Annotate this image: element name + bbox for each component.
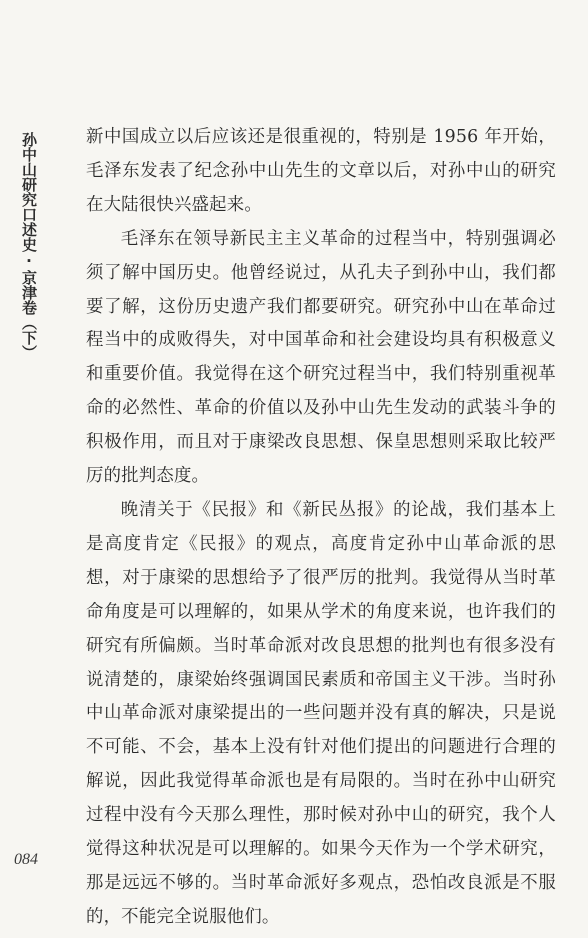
body-text [86, 121, 556, 935]
paragraph-2: 毛泽东在领导新民主主义革命的过程当中，特别强调必须了解中国历史。他曾经说过，从孔夫子到孙中山，我们都要了解，这份历史遗产我们都要研究。研究孙中山在革命过程当中的成败得失，对中国革命和社会建设均具有积极意义和重要价值。我觉得在这个研究过程当中，我们特别重视革命的必然性、革命的价值以及孙中山先生发动的武装斗争的积极作用，而且对于康梁改良思想、保皇思想则采取比较严厉的批判态度。 [86, 228, 556, 487]
running-head-book-title: 孙中山研究口述史·京津卷（下） [20, 132, 38, 360]
paragraph-1: 新中国成立以后应该还是很重视的，特别是 1956 年开始，毛泽东发表了纪念孙中山先生的文章以后，对孙中山的研究在大陆很快兴盛起来。 [86, 127, 556, 215]
paragraph-3: 晚清关于《民报》和《新民丛报》的论战，我们基本上是高度肯定《民报》的观点，高度肯定孙中山革命派的思想，对于康梁的思想给予了很严厉的批判。我觉得从当时革命角度是可以理解的，如果从学术的角度来说，也许我们的研究有所偏颇。当时革命派对改良思想的批判也有很多没有说清楚的，康梁始终强调国民素质和帝国主义干涉。当时孙中山革命派对康梁提出的一些问题并没有真的解决，只是说不可能、不会，基本上没有针对他们提出的问题进行合理的解说，因此我觉得革命派也是有局限的。当时在孙中山研究过程中没有今天那么理性，那时候对孙中山的研究，我个人觉得这种状况是可以理解的。如果今天作为一个学术研究，那是远远不够的。当时革命派好多观点，恐怕改良派是不服的，不能完全说服他们。 [86, 499, 556, 927]
page-number: 084 [14, 851, 38, 868]
